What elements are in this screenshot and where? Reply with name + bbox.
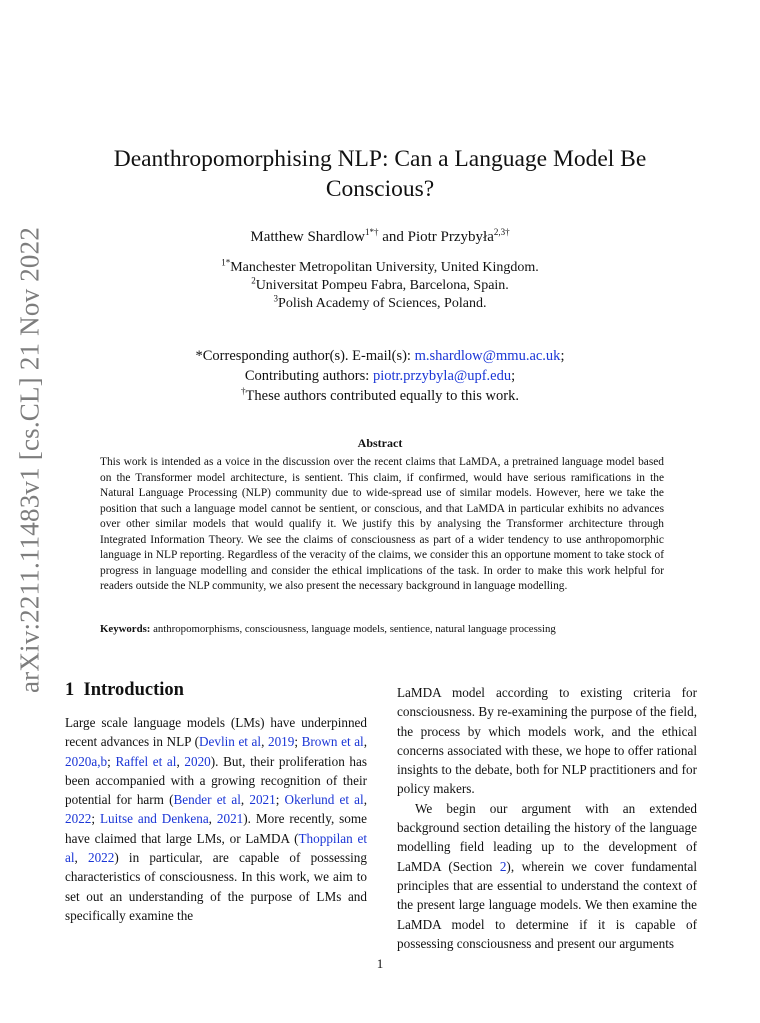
citation-link[interactable]: Bender et al [173,792,241,808]
author-conjunction: and [382,229,404,245]
keywords-text: anthropomorphisms, consciousness, language models, sentience, natural language processing [153,623,556,635]
citation-link[interactable]: 2019 [267,734,295,750]
keywords-label: Keywords: [100,623,151,635]
intro-text: ; [294,734,302,750]
intro-text: ; [91,811,100,827]
citation-link[interactable]: Okerlund et al [284,792,364,808]
citation-link[interactable]: Thoppilan et al [65,830,367,866]
section-heading [65,680,184,701]
abstract-heading: Abstract [357,436,403,450]
left-column [65,713,367,925]
contributing-suffix: ; [511,368,516,384]
author-list [60,229,700,246]
contributing-email-link[interactable]: piotr.przybyla@upf.edu [372,368,512,384]
citation-link[interactable]: 2021 [216,811,244,827]
intro-text: , [363,792,367,808]
affiliation-2-mark: 2 [251,275,256,286]
intro-text: , [176,753,185,769]
affiliation-3-mark: 3 [273,293,279,304]
intro-text: , [240,792,250,808]
citation-link[interactable]: Raffel et al [115,753,177,769]
keywords-line [100,623,670,635]
author-1-marks: 1*† [364,227,379,237]
intro-text: ) in particular, are capable of possessing characteristics of consciousness. In this work, we aim to set out an understanding of the purpose of LMs and specifically examine the [65,850,367,923]
author-2: Piotr Przybyła [407,229,494,245]
right-column [397,683,697,953]
affiliation-1 [60,259,700,277]
arxiv-sidebar [8,210,52,710]
page-number: 1 [376,956,384,971]
citation-link[interactable]: 2021 [249,792,276,808]
equal-contribution-text: These authors contributed equally to this work. [245,388,519,404]
intro-paragraph-1-cont: LaMDA model according to existing criteria for consciousness. By re-examining the purpose of the field, the process by which models work, and the ethical concerns associated with these, we hope to offer rational insights to the debate, both for NLP practitioners and for policy makers. [397,685,697,797]
corresponding-email-link[interactable]: m.shardlow@mmu.ac.uk [414,348,561,364]
section-title: Introduction [83,680,184,700]
section-number: 1 [65,680,75,700]
contributing-line [60,366,700,386]
title-line-2: Conscious? [325,176,435,202]
affiliation-2 [60,277,700,295]
intro-text: ). But, their proliferation has been accompanied with a growing recognition of their potential for harm ( [65,753,368,808]
citation-link[interactable]: 2022 [87,850,115,866]
arxiv-identifier: arXiv:2211.11483v1 [cs.CL] 21 Nov 2022 [14,226,45,694]
title-line-1: Deanthropomorphising NLP: Can a Language Model Be [113,146,647,172]
author-1: Matthew Shardlow [250,229,365,245]
intro-text: We begin our argument with an extended background section detailing the history of the language modelling field leading up to the development of LaMDA (Section [397,800,697,874]
author-2-marks: 2,3† [493,227,510,237]
correspondence-line [60,346,700,366]
paper-title [60,144,700,204]
affiliation-3-text: Polish Academy of Sciences, Poland. [278,296,487,311]
citation-link[interactable]: 2020 [184,753,211,769]
affiliation-3 [60,295,700,313]
intro-text: ), wherein we cover fundamental principles that are essential to understand the context of the present large language models. We then examine the LaMDA model to determine if it is capable of possessing consciousness and present our arguments [397,858,697,951]
correspondence-label: *Corresponding author(s). E-mail(s): [195,348,411,364]
intro-paragraph-1 [65,713,367,925]
citation-link[interactable]: Luitse and Denkena [99,811,209,827]
intro-text: ; [275,792,285,808]
contributing-label: Contributing authors: [244,368,370,384]
dagger-mark: † [241,386,246,397]
section-ref-link[interactable]: 2 [499,858,507,874]
intro-text: ; [107,753,116,769]
intro-text: , [74,850,88,866]
intro-text: Large scale language models (LMs) have underpinned recent advances in NLP ( [65,715,367,750]
intro-text: , [208,811,217,827]
affiliation-1-text: Manchester Metropolitan University, United Kingdom. [230,260,539,275]
citation-link[interactable]: Brown et al [301,734,364,750]
citation-link[interactable]: 2020a,b [65,753,108,769]
abstract-body: This work is intended as a voice in the discussion over the recent claims that LaMDA, a pretrained language model based on the Transformer model architecture, is sentient. This claim, if confirmed, would have serious ramifications in the Natural Language Processing (NLP) community due to wide-spread use of similar models. However, here we take the position that such a language model cannot be sentient, or conscious, and that LaMDA in particular exhibits no advances over other similar models that would qualify it. We justify this by analysing the Transformer architecture through Integrated Information Theory. We see the claims of consciousness as part of a wider tendency to use anthropomorphic language in NLP reporting. Regardless of the veracity of the claims, we consider this an opportune moment to take stock of progress in language modelling and consider the ethical implications of the task. In order to make this work helpful for readers outside the NLP community, we also present the necessary background in language modelling. [100,456,664,592]
equal-contribution-note [60,386,700,406]
intro-text: , [363,734,368,750]
citation-link[interactable]: 2022 [65,811,92,827]
affiliation-1-mark: 1* [221,257,231,268]
citation-link[interactable]: Devlin et al [198,734,262,750]
intro-text: , [261,734,268,750]
affiliation-2-text: Universitat Pompeu Fabra, Barcelona, Spain. [255,278,509,293]
correspondence-suffix: ; [560,348,565,364]
intro-text: ). More recently, some have claimed that large LMs, or LaMDA ( [65,811,368,846]
intro-paragraph-2 [397,799,697,953]
